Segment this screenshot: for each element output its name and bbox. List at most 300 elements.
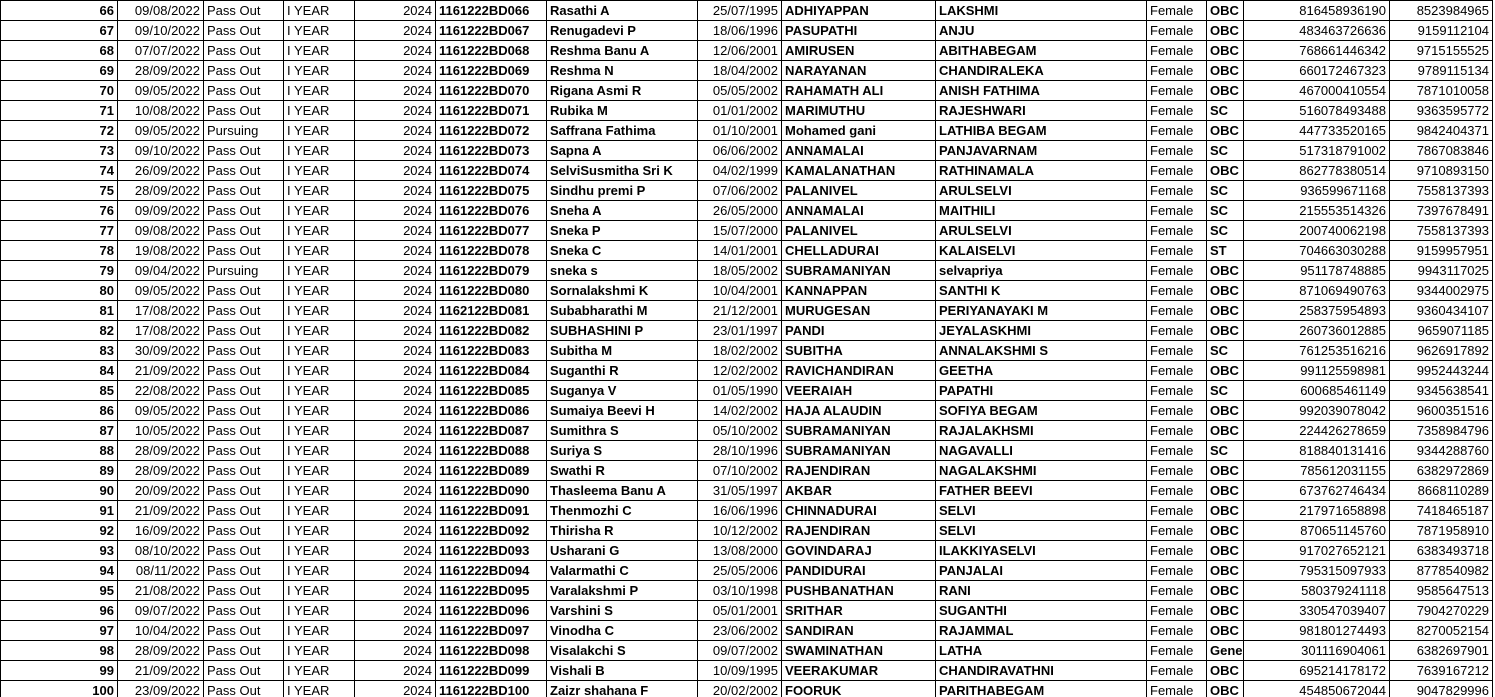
cell-register-number[interactable]: 1161222BD085: [436, 381, 547, 401]
cell-status[interactable]: Pass Out: [204, 441, 284, 461]
cell-date-of-birth[interactable]: 04/02/1999: [698, 161, 782, 181]
cell-year-of-study[interactable]: I YEAR: [284, 181, 355, 201]
cell-row-number[interactable]: 97: [1, 621, 118, 641]
cell-community[interactable]: OBC: [1207, 281, 1244, 301]
cell-batch-year[interactable]: 2024: [355, 581, 436, 601]
cell-date[interactable]: 21/09/2022: [118, 361, 204, 381]
cell-year-of-study[interactable]: I YEAR: [284, 1, 355, 21]
cell-gender[interactable]: Female: [1147, 321, 1207, 341]
cell-student-name[interactable]: SUBHASHINI P: [547, 321, 698, 341]
cell-year-of-study[interactable]: I YEAR: [284, 41, 355, 61]
cell-row-number[interactable]: 68: [1, 41, 118, 61]
cell-community[interactable]: OBC: [1207, 261, 1244, 281]
cell-student-name[interactable]: Vinodha C: [547, 621, 698, 641]
cell-community[interactable]: SC: [1207, 141, 1244, 161]
cell-father-name[interactable]: AMIRUSEN: [782, 41, 936, 61]
cell-father-name[interactable]: SUBITHA: [782, 341, 936, 361]
cell-year-of-study[interactable]: I YEAR: [284, 61, 355, 81]
cell-register-number[interactable]: 1161222BD087: [436, 421, 547, 441]
cell-student-name[interactable]: Thenmozhi C: [547, 501, 698, 521]
cell-community[interactable]: SC: [1207, 441, 1244, 461]
cell-batch-year[interactable]: 2024: [355, 621, 436, 641]
cell-date[interactable]: 21/09/2022: [118, 661, 204, 681]
cell-status[interactable]: Pass Out: [204, 561, 284, 581]
cell-date[interactable]: 28/09/2022: [118, 461, 204, 481]
cell-year-of-study[interactable]: I YEAR: [284, 681, 355, 697]
cell-gender[interactable]: Female: [1147, 681, 1207, 697]
cell-date[interactable]: 09/10/2022: [118, 141, 204, 161]
cell-phone-number[interactable]: 9952443244: [1390, 361, 1493, 381]
cell-father-name[interactable]: ADHIYAPPAN: [782, 1, 936, 21]
cell-register-number[interactable]: 1161222BD073: [436, 141, 547, 161]
cell-date-of-birth[interactable]: 15/07/2000: [698, 221, 782, 241]
cell-mother-name[interactable]: CHANDIRAVATHNI: [936, 661, 1147, 681]
cell-community[interactable]: SC: [1207, 181, 1244, 201]
cell-student-name[interactable]: Sumaiya Beevi H: [547, 401, 698, 421]
cell-mother-name[interactable]: ILAKKIYASELVI: [936, 541, 1147, 561]
cell-aadhaar-number[interactable]: 992039078042: [1244, 401, 1390, 421]
cell-father-name[interactable]: SUBRAMANIYAN: [782, 261, 936, 281]
cell-date[interactable]: 20/09/2022: [118, 481, 204, 501]
cell-status[interactable]: Pass Out: [204, 221, 284, 241]
cell-aadhaar-number[interactable]: 258375954893: [1244, 301, 1390, 321]
cell-register-number[interactable]: 1161222BD088: [436, 441, 547, 461]
cell-date-of-birth[interactable]: 05/05/2002: [698, 81, 782, 101]
cell-aadhaar-number[interactable]: 917027652121: [1244, 541, 1390, 561]
cell-register-number[interactable]: 1161222BD066: [436, 1, 547, 21]
cell-date-of-birth[interactable]: 18/05/2002: [698, 261, 782, 281]
cell-aadhaar-number[interactable]: 673762746434: [1244, 481, 1390, 501]
cell-gender[interactable]: Female: [1147, 501, 1207, 521]
cell-gender[interactable]: Female: [1147, 101, 1207, 121]
cell-community[interactable]: OBC: [1207, 41, 1244, 61]
cell-date[interactable]: 28/09/2022: [118, 61, 204, 81]
cell-date[interactable]: 19/08/2022: [118, 241, 204, 261]
cell-community[interactable]: OBC: [1207, 301, 1244, 321]
cell-aadhaar-number[interactable]: 785612031155: [1244, 461, 1390, 481]
cell-aadhaar-number[interactable]: 695214178172: [1244, 661, 1390, 681]
cell-year-of-study[interactable]: I YEAR: [284, 361, 355, 381]
cell-aadhaar-number[interactable]: 600685461149: [1244, 381, 1390, 401]
cell-gender[interactable]: Female: [1147, 661, 1207, 681]
cell-register-number[interactable]: 1161222BD093: [436, 541, 547, 561]
cell-status[interactable]: Pass Out: [204, 601, 284, 621]
cell-student-name[interactable]: Sapna A: [547, 141, 698, 161]
cell-father-name[interactable]: PANDI: [782, 321, 936, 341]
cell-batch-year[interactable]: 2024: [355, 361, 436, 381]
cell-community[interactable]: SC: [1207, 381, 1244, 401]
cell-student-name[interactable]: Rasathi A: [547, 1, 698, 21]
cell-row-number[interactable]: 85: [1, 381, 118, 401]
cell-status[interactable]: Pass Out: [204, 581, 284, 601]
cell-mother-name[interactable]: MAITHILI: [936, 201, 1147, 221]
cell-aadhaar-number[interactable]: 870651145760: [1244, 521, 1390, 541]
cell-student-name[interactable]: Suganthi R: [547, 361, 698, 381]
cell-status[interactable]: Pass Out: [204, 541, 284, 561]
cell-status[interactable]: Pass Out: [204, 61, 284, 81]
cell-mother-name[interactable]: KALAISELVI: [936, 241, 1147, 261]
cell-date[interactable]: 21/08/2022: [118, 581, 204, 601]
cell-gender[interactable]: Female: [1147, 41, 1207, 61]
cell-phone-number[interactable]: 9363595772: [1390, 101, 1493, 121]
cell-year-of-study[interactable]: I YEAR: [284, 301, 355, 321]
cell-gender[interactable]: Female: [1147, 561, 1207, 581]
cell-year-of-study[interactable]: I YEAR: [284, 201, 355, 221]
cell-register-number[interactable]: 1161222BD075: [436, 181, 547, 201]
cell-phone-number[interactable]: 6382972869: [1390, 461, 1493, 481]
cell-gender[interactable]: Female: [1147, 421, 1207, 441]
cell-batch-year[interactable]: 2024: [355, 481, 436, 501]
cell-mother-name[interactable]: NAGAVALLI: [936, 441, 1147, 461]
cell-date-of-birth[interactable]: 16/06/1996: [698, 501, 782, 521]
cell-aadhaar-number[interactable]: 795315097933: [1244, 561, 1390, 581]
cell-register-number[interactable]: 1161222BD086: [436, 401, 547, 421]
cell-aadhaar-number[interactable]: 871069490763: [1244, 281, 1390, 301]
cell-year-of-study[interactable]: I YEAR: [284, 561, 355, 581]
cell-gender[interactable]: Female: [1147, 641, 1207, 661]
cell-mother-name[interactable]: ABITHABEGAM: [936, 41, 1147, 61]
cell-community[interactable]: OBC: [1207, 421, 1244, 441]
cell-date-of-birth[interactable]: 01/10/2001: [698, 121, 782, 141]
cell-phone-number[interactable]: 7418465187: [1390, 501, 1493, 521]
cell-community[interactable]: OBC: [1207, 361, 1244, 381]
cell-community[interactable]: OBC: [1207, 581, 1244, 601]
cell-row-number[interactable]: 72: [1, 121, 118, 141]
cell-batch-year[interactable]: 2024: [355, 341, 436, 361]
cell-year-of-study[interactable]: I YEAR: [284, 661, 355, 681]
cell-status[interactable]: Pass Out: [204, 501, 284, 521]
cell-community[interactable]: OBC: [1207, 161, 1244, 181]
cell-year-of-study[interactable]: I YEAR: [284, 141, 355, 161]
cell-date-of-birth[interactable]: 05/01/2001: [698, 601, 782, 621]
cell-row-number[interactable]: 92: [1, 521, 118, 541]
cell-mother-name[interactable]: PANJALAI: [936, 561, 1147, 581]
cell-gender[interactable]: Female: [1147, 341, 1207, 361]
cell-register-number[interactable]: 1161222BD070: [436, 81, 547, 101]
cell-date[interactable]: 10/05/2022: [118, 421, 204, 441]
cell-community[interactable]: OBC: [1207, 501, 1244, 521]
cell-father-name[interactable]: FOORUK: [782, 681, 936, 697]
cell-row-number[interactable]: 67: [1, 21, 118, 41]
cell-row-number[interactable]: 90: [1, 481, 118, 501]
cell-mother-name[interactable]: SUGANTHI: [936, 601, 1147, 621]
cell-student-name[interactable]: Sindhu premi P: [547, 181, 698, 201]
cell-batch-year[interactable]: 2024: [355, 241, 436, 261]
cell-father-name[interactable]: CHELLADURAI: [782, 241, 936, 261]
cell-row-number[interactable]: 71: [1, 101, 118, 121]
cell-date-of-birth[interactable]: 21/12/2001: [698, 301, 782, 321]
cell-register-number[interactable]: 1161222BD072: [436, 121, 547, 141]
cell-phone-number[interactable]: 9345638541: [1390, 381, 1493, 401]
cell-phone-number[interactable]: 7867083846: [1390, 141, 1493, 161]
cell-student-name[interactable]: Varalakshmi P: [547, 581, 698, 601]
cell-row-number[interactable]: 95: [1, 581, 118, 601]
cell-row-number[interactable]: 73: [1, 141, 118, 161]
cell-gender[interactable]: Female: [1147, 161, 1207, 181]
cell-date-of-birth[interactable]: 06/06/2002: [698, 141, 782, 161]
cell-student-name[interactable]: Thirisha R: [547, 521, 698, 541]
cell-aadhaar-number[interactable]: 862778380514: [1244, 161, 1390, 181]
cell-row-number[interactable]: 70: [1, 81, 118, 101]
cell-register-number[interactable]: 1161222BD092: [436, 521, 547, 541]
cell-student-name[interactable]: Renugadevi P: [547, 21, 698, 41]
cell-batch-year[interactable]: 2024: [355, 1, 436, 21]
cell-row-number[interactable]: 69: [1, 61, 118, 81]
cell-student-name[interactable]: Rigana Asmi R: [547, 81, 698, 101]
cell-status[interactable]: Pass Out: [204, 161, 284, 181]
cell-register-number[interactable]: 1161222BD096: [436, 601, 547, 621]
cell-phone-number[interactable]: 9344002975: [1390, 281, 1493, 301]
cell-student-name[interactable]: Usharani G: [547, 541, 698, 561]
cell-row-number[interactable]: 75: [1, 181, 118, 201]
cell-date-of-birth[interactable]: 07/06/2002: [698, 181, 782, 201]
cell-status[interactable]: Pass Out: [204, 661, 284, 681]
cell-gender[interactable]: Female: [1147, 121, 1207, 141]
cell-father-name[interactable]: VEERAKUMAR: [782, 661, 936, 681]
cell-gender[interactable]: Female: [1147, 21, 1207, 41]
cell-batch-year[interactable]: 2024: [355, 601, 436, 621]
cell-student-name[interactable]: Zaizr shahana F: [547, 681, 698, 697]
cell-father-name[interactable]: RAHAMATH ALI: [782, 81, 936, 101]
cell-date[interactable]: 09/07/2022: [118, 601, 204, 621]
cell-mother-name[interactable]: SANTHI K: [936, 281, 1147, 301]
cell-mother-name[interactable]: selvapriya: [936, 261, 1147, 281]
cell-community[interactable]: OBC: [1207, 21, 1244, 41]
cell-year-of-study[interactable]: I YEAR: [284, 581, 355, 601]
cell-community[interactable]: OBC: [1207, 1, 1244, 21]
cell-batch-year[interactable]: 2024: [355, 461, 436, 481]
cell-date[interactable]: 16/09/2022: [118, 521, 204, 541]
cell-father-name[interactable]: MURUGESAN: [782, 301, 936, 321]
cell-date-of-birth[interactable]: 03/10/1998: [698, 581, 782, 601]
cell-batch-year[interactable]: 2024: [355, 101, 436, 121]
cell-year-of-study[interactable]: I YEAR: [284, 401, 355, 421]
cell-mother-name[interactable]: ANNALAKSHMI S: [936, 341, 1147, 361]
cell-status[interactable]: Pass Out: [204, 321, 284, 341]
cell-row-number[interactable]: 89: [1, 461, 118, 481]
cell-batch-year[interactable]: 2024: [355, 141, 436, 161]
cell-father-name[interactable]: PASUPATHI: [782, 21, 936, 41]
cell-date-of-birth[interactable]: 01/05/1990: [698, 381, 782, 401]
cell-aadhaar-number[interactable]: 454850672044: [1244, 681, 1390, 697]
cell-community[interactable]: OBC: [1207, 541, 1244, 561]
cell-community[interactable]: OBC: [1207, 621, 1244, 641]
cell-batch-year[interactable]: 2024: [355, 541, 436, 561]
cell-batch-year[interactable]: 2024: [355, 401, 436, 421]
cell-date-of-birth[interactable]: 12/06/2001: [698, 41, 782, 61]
cell-date[interactable]: 21/09/2022: [118, 501, 204, 521]
cell-year-of-study[interactable]: I YEAR: [284, 221, 355, 241]
cell-year-of-study[interactable]: I YEAR: [284, 441, 355, 461]
cell-phone-number[interactable]: 8778540982: [1390, 561, 1493, 581]
cell-batch-year[interactable]: 2024: [355, 41, 436, 61]
cell-register-number[interactable]: 1161222BD079: [436, 261, 547, 281]
cell-gender[interactable]: Female: [1147, 521, 1207, 541]
cell-community[interactable]: Gene: [1207, 641, 1244, 661]
cell-gender[interactable]: Female: [1147, 141, 1207, 161]
cell-status[interactable]: Pass Out: [204, 201, 284, 221]
cell-register-number[interactable]: 1161222BD074: [436, 161, 547, 181]
cell-gender[interactable]: Female: [1147, 261, 1207, 281]
cell-batch-year[interactable]: 2024: [355, 121, 436, 141]
cell-date-of-birth[interactable]: 20/02/2002: [698, 681, 782, 697]
cell-gender[interactable]: Female: [1147, 201, 1207, 221]
cell-student-name[interactable]: Swathi R: [547, 461, 698, 481]
cell-student-name[interactable]: Saffrana Fathima: [547, 121, 698, 141]
cell-status[interactable]: Pass Out: [204, 341, 284, 361]
cell-batch-year[interactable]: 2024: [355, 661, 436, 681]
cell-aadhaar-number[interactable]: 200740062198: [1244, 221, 1390, 241]
cell-date-of-birth[interactable]: 07/10/2002: [698, 461, 782, 481]
cell-phone-number[interactable]: 9659071185: [1390, 321, 1493, 341]
cell-aadhaar-number[interactable]: 517318791002: [1244, 141, 1390, 161]
cell-register-number[interactable]: 1161222BD077: [436, 221, 547, 241]
cell-community[interactable]: ST: [1207, 241, 1244, 261]
cell-date-of-birth[interactable]: 10/09/1995: [698, 661, 782, 681]
cell-batch-year[interactable]: 2024: [355, 301, 436, 321]
cell-gender[interactable]: Female: [1147, 181, 1207, 201]
cell-row-number[interactable]: 86: [1, 401, 118, 421]
cell-phone-number[interactable]: 9626917892: [1390, 341, 1493, 361]
cell-father-name[interactable]: PUSHBANATHAN: [782, 581, 936, 601]
cell-student-name[interactable]: Sneka P: [547, 221, 698, 241]
cell-status[interactable]: Pass Out: [204, 241, 284, 261]
cell-mother-name[interactable]: SELVI: [936, 521, 1147, 541]
cell-batch-year[interactable]: 2024: [355, 521, 436, 541]
cell-community[interactable]: SC: [1207, 341, 1244, 361]
cell-row-number[interactable]: 82: [1, 321, 118, 341]
cell-status[interactable]: Pursuing: [204, 261, 284, 281]
cell-row-number[interactable]: 94: [1, 561, 118, 581]
cell-student-name[interactable]: Sneka C: [547, 241, 698, 261]
cell-row-number[interactable]: 83: [1, 341, 118, 361]
cell-register-number[interactable]: 1161222BD100: [436, 681, 547, 697]
cell-father-name[interactable]: Mohamed gani: [782, 121, 936, 141]
cell-aadhaar-number[interactable]: 660172467323: [1244, 61, 1390, 81]
cell-mother-name[interactable]: JEYALASKHMI: [936, 321, 1147, 341]
cell-community[interactable]: OBC: [1207, 681, 1244, 697]
cell-father-name[interactable]: SUBRAMANIYAN: [782, 421, 936, 441]
cell-status[interactable]: Pass Out: [204, 621, 284, 641]
cell-date-of-birth[interactable]: 28/10/1996: [698, 441, 782, 461]
cell-status[interactable]: Pass Out: [204, 401, 284, 421]
cell-row-number[interactable]: 77: [1, 221, 118, 241]
cell-student-name[interactable]: Suganya V: [547, 381, 698, 401]
cell-batch-year[interactable]: 2024: [355, 681, 436, 697]
cell-father-name[interactable]: NARAYANAN: [782, 61, 936, 81]
cell-date-of-birth[interactable]: 26/05/2000: [698, 201, 782, 221]
cell-phone-number[interactable]: 8523984965: [1390, 1, 1493, 21]
cell-father-name[interactable]: MARIMUTHU: [782, 101, 936, 121]
cell-community[interactable]: OBC: [1207, 321, 1244, 341]
cell-gender[interactable]: Female: [1147, 581, 1207, 601]
cell-phone-number[interactable]: 9600351516: [1390, 401, 1493, 421]
cell-mother-name[interactable]: PANJAVARNAM: [936, 141, 1147, 161]
cell-date-of-birth[interactable]: 14/01/2001: [698, 241, 782, 261]
cell-father-name[interactable]: SRITHAR: [782, 601, 936, 621]
cell-date-of-birth[interactable]: 12/02/2002: [698, 361, 782, 381]
cell-father-name[interactable]: RAJENDIRAN: [782, 521, 936, 541]
cell-register-number[interactable]: 1161222BD083: [436, 341, 547, 361]
cell-father-name[interactable]: PANDIDURAI: [782, 561, 936, 581]
cell-community[interactable]: OBC: [1207, 81, 1244, 101]
cell-register-number[interactable]: 1161222BD078: [436, 241, 547, 261]
cell-year-of-study[interactable]: I YEAR: [284, 81, 355, 101]
cell-phone-number[interactable]: 7397678491: [1390, 201, 1493, 221]
cell-father-name[interactable]: KANNAPPAN: [782, 281, 936, 301]
cell-date[interactable]: 10/04/2022: [118, 621, 204, 641]
cell-community[interactable]: OBC: [1207, 521, 1244, 541]
cell-mother-name[interactable]: ARULSELVI: [936, 221, 1147, 241]
cell-batch-year[interactable]: 2024: [355, 561, 436, 581]
cell-date[interactable]: 28/09/2022: [118, 441, 204, 461]
cell-date[interactable]: 08/10/2022: [118, 541, 204, 561]
cell-father-name[interactable]: RAVICHANDIRAN: [782, 361, 936, 381]
cell-student-name[interactable]: Sumithra S: [547, 421, 698, 441]
cell-batch-year[interactable]: 2024: [355, 21, 436, 41]
cell-date-of-birth[interactable]: 01/01/2002: [698, 101, 782, 121]
cell-year-of-study[interactable]: I YEAR: [284, 601, 355, 621]
cell-year-of-study[interactable]: I YEAR: [284, 161, 355, 181]
cell-aadhaar-number[interactable]: 217971658898: [1244, 501, 1390, 521]
cell-register-number[interactable]: 1161222BD099: [436, 661, 547, 681]
cell-father-name[interactable]: SANDIRAN: [782, 621, 936, 641]
cell-batch-year[interactable]: 2024: [355, 381, 436, 401]
cell-date[interactable]: 28/09/2022: [118, 641, 204, 661]
cell-gender[interactable]: Female: [1147, 601, 1207, 621]
cell-community[interactable]: OBC: [1207, 461, 1244, 481]
cell-row-number[interactable]: 74: [1, 161, 118, 181]
cell-student-name[interactable]: Suriya S: [547, 441, 698, 461]
cell-date-of-birth[interactable]: 13/08/2000: [698, 541, 782, 561]
cell-register-number[interactable]: 1161222BD080: [436, 281, 547, 301]
cell-date[interactable]: 22/08/2022: [118, 381, 204, 401]
cell-batch-year[interactable]: 2024: [355, 81, 436, 101]
cell-mother-name[interactable]: CHANDIRALEKA: [936, 61, 1147, 81]
cell-status[interactable]: Pass Out: [204, 361, 284, 381]
cell-register-number[interactable]: 1161222BD097: [436, 621, 547, 641]
cell-date[interactable]: 26/09/2022: [118, 161, 204, 181]
cell-father-name[interactable]: PALANIVEL: [782, 181, 936, 201]
cell-aadhaar-number[interactable]: 818840131416: [1244, 441, 1390, 461]
cell-community[interactable]: SC: [1207, 101, 1244, 121]
cell-row-number[interactable]: 96: [1, 601, 118, 621]
cell-batch-year[interactable]: 2024: [355, 441, 436, 461]
cell-row-number[interactable]: 84: [1, 361, 118, 381]
cell-date-of-birth[interactable]: 10/04/2001: [698, 281, 782, 301]
cell-aadhaar-number[interactable]: 981801274493: [1244, 621, 1390, 641]
cell-mother-name[interactable]: RAJALAKHSMI: [936, 421, 1147, 441]
cell-date[interactable]: 07/07/2022: [118, 41, 204, 61]
cell-status[interactable]: Pass Out: [204, 421, 284, 441]
cell-community[interactable]: OBC: [1207, 61, 1244, 81]
cell-gender[interactable]: Female: [1147, 441, 1207, 461]
cell-mother-name[interactable]: ANJU: [936, 21, 1147, 41]
cell-mother-name[interactable]: RATHINAMALA: [936, 161, 1147, 181]
cell-date-of-birth[interactable]: 05/10/2002: [698, 421, 782, 441]
cell-date-of-birth[interactable]: 10/12/2002: [698, 521, 782, 541]
cell-date[interactable]: 09/09/2022: [118, 201, 204, 221]
cell-row-number[interactable]: 80: [1, 281, 118, 301]
cell-student-name[interactable]: Sneha A: [547, 201, 698, 221]
cell-aadhaar-number[interactable]: 991125598981: [1244, 361, 1390, 381]
cell-phone-number[interactable]: 7871958910: [1390, 521, 1493, 541]
cell-phone-number[interactable]: 7558137393: [1390, 221, 1493, 241]
cell-batch-year[interactable]: 2024: [355, 201, 436, 221]
cell-community[interactable]: OBC: [1207, 121, 1244, 141]
cell-aadhaar-number[interactable]: 704663030288: [1244, 241, 1390, 261]
cell-student-name[interactable]: Valarmathi C: [547, 561, 698, 581]
